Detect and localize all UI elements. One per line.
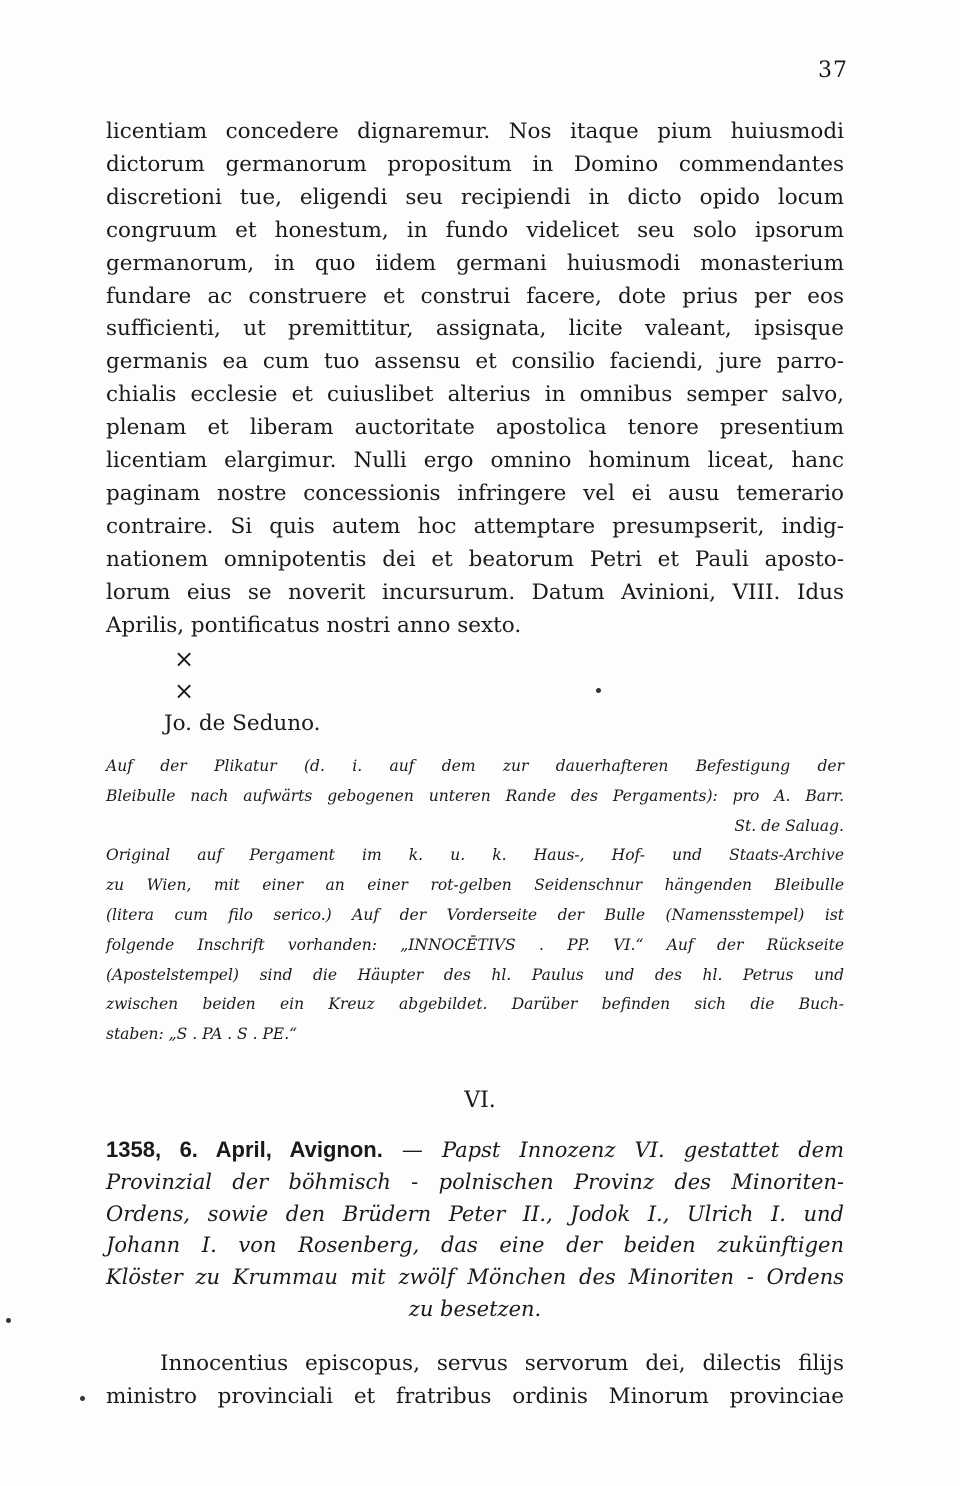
heading-line: zu besetzen. <box>408 1296 542 1321</box>
text-line: chialis ecclesie et cuiuslibet alterius in omnibus semper salvo, <box>106 382 844 408</box>
heading-line: Ordens, sowie den Brüdern Peter II., Jodok I., Ulrich I. und <box>106 1201 844 1226</box>
text-line: paginam nostre concessionis infringere vel ei ausu temerario <box>106 480 844 506</box>
main-text <box>106 116 844 741</box>
ink-speck <box>6 1318 11 1323</box>
signature: Jo. de Seduno. <box>164 711 321 737</box>
ink-speck <box>596 688 601 693</box>
text-line: nationem omnipotentis dei et beatorum Petri et Pauli aposto- <box>106 546 844 572</box>
text-line: germanis ea cum tuo assensu et consilio faciendi, jure parro- <box>106 349 844 375</box>
regest-heading <box>106 1134 844 1326</box>
text-line: dictorum germanorum propositum in Domino commendantes <box>106 151 844 177</box>
heading-text: — Papst Innozenz VI. gestattet dem <box>382 1138 844 1162</box>
archival-note <box>106 752 844 1050</box>
ink-speck <box>80 1396 85 1401</box>
text-line: germanorum, in quo iidem germani huiusmodi monasterium <box>106 250 844 276</box>
heading-line: Johann I. von Rosenberg, das eine der beiden zukünftigen <box>106 1233 844 1258</box>
heading-first-line <box>106 1134 844 1167</box>
cross-mark: × <box>174 677 195 706</box>
text-line: Aprilis, pontificatus nostri anno sexto. <box>106 612 522 638</box>
section-number: VI. <box>464 1088 496 1113</box>
heading-line: Provinzial der böhmisch - polnischen Provinz des Minoriten- <box>106 1169 844 1194</box>
text-line: congruum et honestum, in fundo videlicet seu solo ipsorum <box>106 217 844 243</box>
text-line: licentiam concedere dignaremur. Nos itaque pium huiusmodi <box>106 119 844 144</box>
note-line: zu Wien, mit einer an einer rot-gelben Seidenschnur hängenden Bleibulle <box>106 876 844 895</box>
note-line: (litera cum filo serico.) Auf der Vorderseite der Bulle (Namensstempel) ist <box>106 905 844 924</box>
date-place: 1358, 6. April, Avignon. <box>106 1137 383 1162</box>
text-line: fundare ac construere et construi facere, dote prius per eos <box>106 283 844 309</box>
text-line: contraire. Si quis autem hoc attemptare presumpserit, indig- <box>106 513 844 539</box>
text-line: lorum eius se noverit incursurum. Datum Avinioni, VIII. Idus <box>106 579 844 605</box>
note-line-right: St. de Saluag. <box>734 816 844 835</box>
note-line: Original auf Pergament im k. u. k. Haus-, Hof- und Staats-Archive <box>106 846 844 865</box>
text-line: licentiam elargimur. Nulli ergo omnino hominum liceat, hanc <box>106 448 844 474</box>
cross-mark: × <box>174 644 195 673</box>
note-line: zwischen beiden ein Kreuz abgebildet. Darüber befinden sich die Buch- <box>106 995 844 1014</box>
heading-line: Klöster zu Krummau mit zwölf Mönchen des Minoriten - Ordens <box>106 1265 844 1290</box>
page-number: 37 <box>818 58 848 83</box>
note-line: staben: „S . PA . S . PE.“ <box>106 1025 298 1044</box>
text-line: ministro provinciali et fratribus ordinis Minorum provinciae <box>106 1384 844 1409</box>
text-line: sufficienti, ut premittitur, assignata, licite valeant, ipsisque <box>106 316 844 342</box>
note-line: (Apostelstempel) sind die Häupter des hl. Paulus und des hl. Petrus und <box>106 965 844 984</box>
text-line: discretioni tue, eligendi seu recipiendi in dicto opido locum <box>106 184 844 210</box>
note-line: folgende Inschrift vorhanden: „INNOCĒTIVS . PP. VI.“ Auf der Rückseite <box>106 935 844 954</box>
note-line: Bleibulle nach aufwärts gebogenen unteren Rande des Pergaments): pro A. Barr. <box>106 786 844 805</box>
note-line: Auf der Plikatur (d. i. auf dem zur dauerhafteren Befestigung der <box>106 757 844 775</box>
incipit-text <box>106 1347 844 1413</box>
text-line: plenam et liberam auctoritate apostolica tenore presentium <box>106 415 844 441</box>
text-line: Innocentius episcopus, servus servorum dei, dilectis filijs <box>160 1351 844 1376</box>
